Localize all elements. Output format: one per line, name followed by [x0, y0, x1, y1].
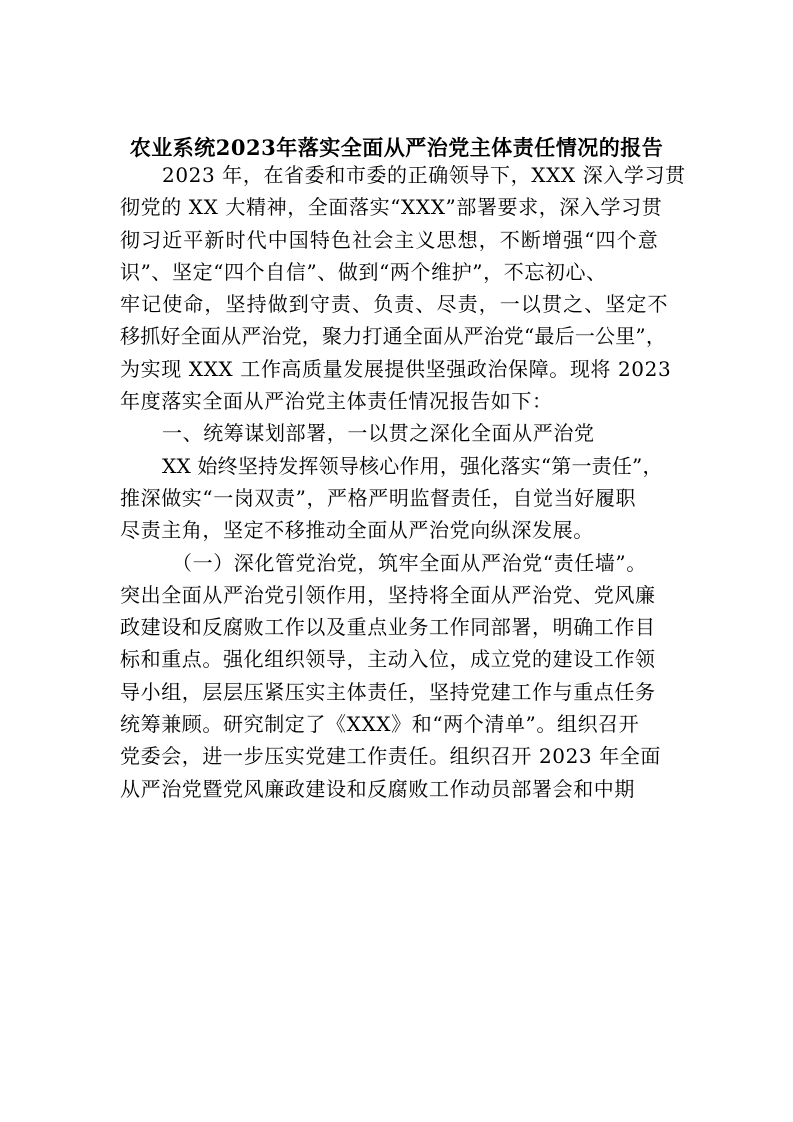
paragraph-line: 政建设和反腐败工作以及重点业务工作同部署，明确工作目	[120, 615, 656, 640]
paragraph-line: 推深做实“一岗双责”，严格严明监督责任，自觉当好履职	[120, 485, 637, 510]
subsection-heading: （一）深化管党治党，筑牢全面从严治党“责任墙”。	[172, 550, 647, 575]
paragraph-line: XX 始终坚持发挥领导核心作用，强化落实“第一责任”，	[162, 453, 663, 478]
paragraph-line: 牢记使命，坚持做到守责、负责、尽责，一以贯之、坚定不	[120, 292, 669, 317]
paragraph-line: 彻习近平新时代中国特色社会主义思想，不断增强“四个意	[120, 227, 659, 252]
paragraph-line: 导小组，层层压紧压实主体责任，坚持党建工作与重点任务	[120, 679, 656, 704]
paragraph-line: 2023 年，在省委和市委的正确领导下，XXX 深入学习贯	[162, 163, 686, 187]
document-title: 农业系统2023年落实全面从严治党主体责任情况的报告	[129, 135, 664, 160]
paragraph-line: 突出全面从严治党引领作用，坚持将全面从严治党、党风廉	[120, 582, 656, 607]
document-body	[120, 159, 686, 805]
paragraph-line: 识”、坚定“四个自信”、做到“两个维护”，不忘初心、	[120, 259, 607, 284]
paragraph-line: 为实现 XXX 工作高质量发展提供坚强政治保障。现将 2023	[120, 356, 672, 381]
paragraph-line: 移抓好全面从严治党，聚力打通全面从严治党“最后一公里”，	[120, 324, 667, 349]
paragraph-line: 彻党的 XX 大精神，全面落实“XXX”部署要求，深入学习贯	[120, 195, 663, 220]
paragraph-line: 党委会，进一步压实党建工作责任。组织召开 2023 年全面	[120, 744, 662, 769]
paragraph-line: 从严治党暨党风廉政建设和反腐败工作动员部署会和中期	[120, 776, 635, 801]
paragraph-line: 标和重点。强化组织领导，主动入位，成立党的建设工作领	[120, 647, 656, 672]
paragraph-line: 尽责主角，坚定不移推动全面从严治党向纵深发展。	[120, 518, 594, 543]
section-heading: 一、统筹谋划部署，一以贯之深化全面从严治党	[162, 421, 595, 446]
paragraph-line: 统筹兼顾。研究制定了《XXX》和“两个清单”。组织召开	[120, 712, 640, 737]
paragraph-line: 年度落实全面从严治党主体责任情况报告如下：	[120, 389, 553, 414]
